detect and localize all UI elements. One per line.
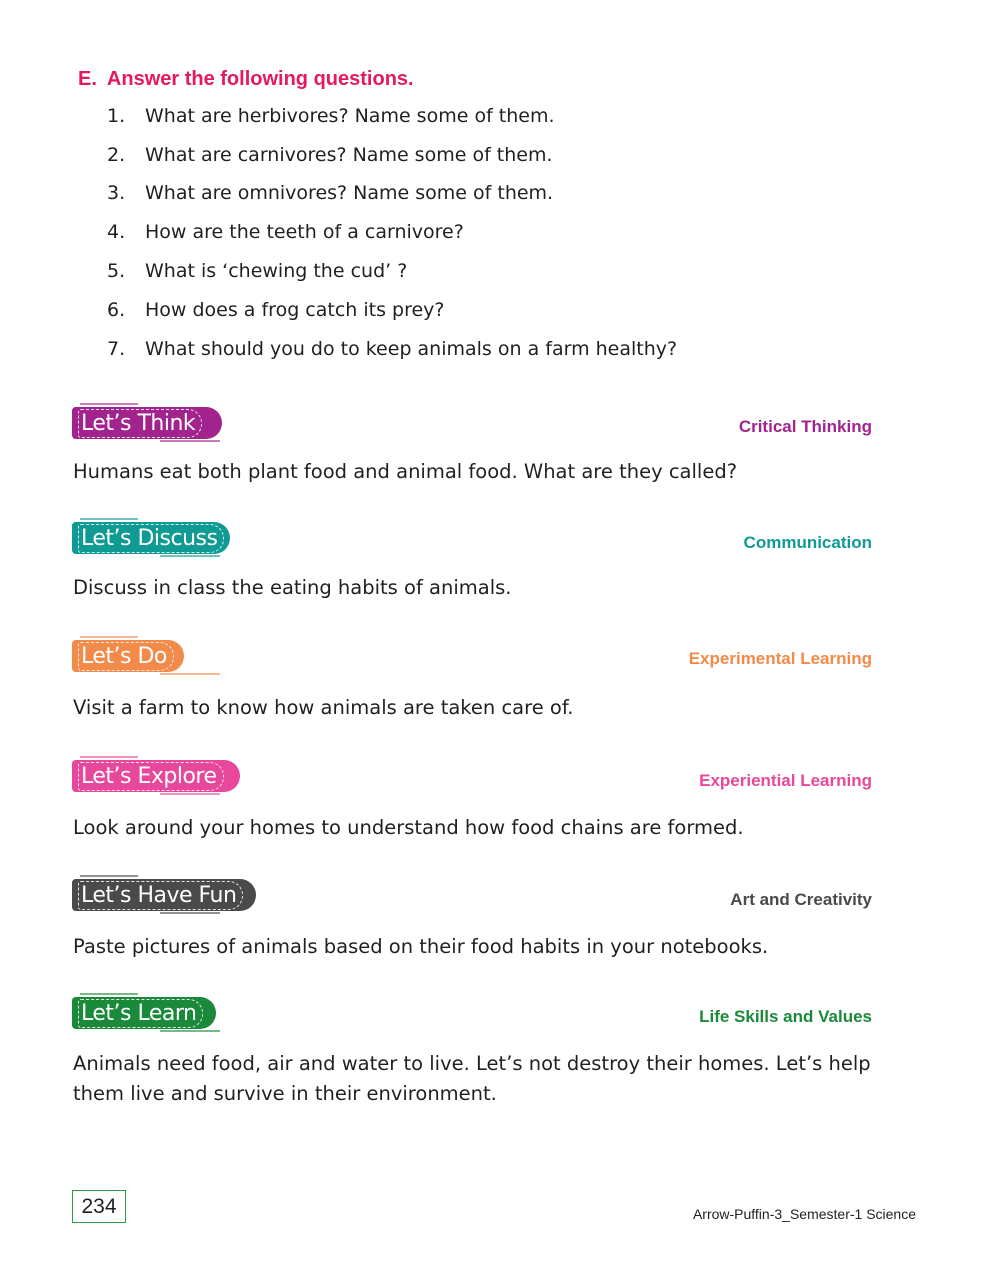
exercise-letter: E. (78, 68, 97, 90)
tag-decoration-line (160, 793, 220, 795)
question-number: 2. (107, 144, 126, 166)
question-text: How are the teeth of a carnivore? (145, 221, 464, 243)
question-item (107, 182, 553, 204)
activity-pill (72, 760, 240, 792)
question-text: What are herbivores? Name some of them. (145, 105, 555, 127)
tag-decoration-line (80, 993, 138, 995)
activity-label: Let’s Have Fun (78, 881, 243, 910)
question-text: How does a frog catch its prey? (145, 299, 445, 321)
book-title: Arrow-Puffin-3_Semester-1 Science (692, 1206, 916, 1222)
skill-label: Life Skills and Values (699, 1007, 872, 1026)
question-number: 4. (107, 221, 126, 243)
activity-pill (72, 522, 230, 554)
tag-decoration-line (80, 875, 138, 877)
question-text: What is ‘chewing the cud’ ? (145, 260, 408, 282)
tag-decoration-line (160, 440, 220, 442)
activity-label: Let’s Discuss (78, 524, 224, 553)
activity-text: Animals need food, air and water to live. Let’s not destroy their homes. Let’s help them live and survive in their environment. (73, 1052, 871, 1105)
question-number: 1. (107, 105, 126, 127)
activity-pill (72, 407, 222, 439)
activity-text: Discuss in class the eating habits of animals. (73, 576, 512, 599)
activity-label: Let’s Learn (78, 999, 203, 1028)
tag-decoration-line (160, 555, 220, 557)
question-number: 7. (107, 338, 126, 360)
activity-text: Visit a farm to know how animals are taken care of. (73, 696, 574, 719)
question-item (107, 260, 407, 282)
question-item (107, 105, 555, 127)
question-text: What are omnivores? Name some of them. (145, 182, 554, 204)
activity-label: Let’s Do (78, 642, 174, 671)
activity-text: Look around your homes to understand how food chains are formed. (73, 816, 744, 839)
skill-label: Critical Thinking (738, 417, 872, 436)
skill-label: Art and Creativity (730, 890, 872, 909)
activity-text: Humans eat both plant food and animal food. What are they called? (73, 460, 738, 483)
activity-pill (72, 879, 256, 911)
skill-label: Experiential Learning (699, 771, 872, 790)
activity-label: Let’s Think (78, 409, 202, 438)
question-text: What are carnivores? Name some of them. (145, 144, 553, 166)
exercise-heading (78, 68, 414, 91)
tag-decoration-line (80, 518, 138, 520)
tag-decoration-line (80, 756, 138, 758)
activity-pill (72, 640, 184, 672)
question-number: 5. (107, 260, 126, 282)
question-item (107, 299, 445, 321)
tag-decoration-line (80, 636, 138, 638)
question-number: 3. (107, 182, 126, 204)
question-number: 6. (107, 299, 126, 321)
tag-decoration-line (160, 912, 220, 914)
activity-text: Paste pictures of animals based on their food habits in your notebooks. (73, 935, 769, 958)
question-item (107, 338, 677, 360)
tag-decoration-line (80, 403, 138, 405)
page-number: 234 (72, 1190, 126, 1223)
activity-label: Let’s Explore (78, 762, 224, 791)
exercise-title: Answer the following questions. (106, 68, 414, 90)
tag-decoration-line (160, 673, 220, 675)
question-item (107, 221, 464, 243)
skill-label: Experimental Learning (688, 649, 872, 668)
skill-label: Communication (743, 533, 872, 552)
tag-decoration-line (160, 1030, 220, 1032)
question-text: What should you do to keep animals on a farm healthy? (145, 338, 678, 360)
question-item (107, 144, 553, 166)
activity-pill (72, 997, 216, 1029)
